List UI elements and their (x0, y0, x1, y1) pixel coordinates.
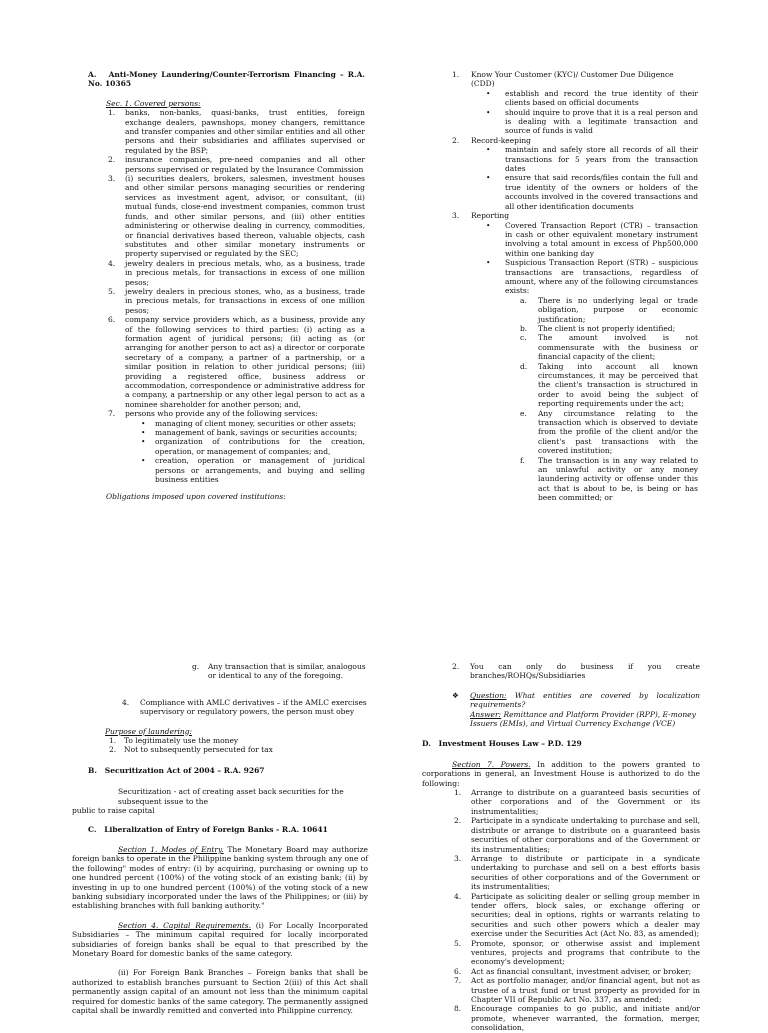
bullet-icon: • (486, 173, 491, 183)
bullet-icon: • (141, 456, 146, 466)
power-item (454, 1004, 700, 1032)
service-item-text: managing of client money, securities or other assets; (155, 418, 356, 428)
circumstance-item (520, 456, 698, 503)
power-item (454, 939, 700, 967)
answer-text (422, 710, 700, 729)
purpose-item-text: Not to subsequently persecuted for tax (124, 745, 273, 755)
obligation-bullet-text: Suspicious Transaction Report (STR) – suspicious transactions are transactions, regardless of amount, where any of the following circumstances exists: (505, 258, 698, 296)
bullet-icon: • (486, 88, 491, 98)
obligation-bullet (486, 173, 698, 211)
sec1-text: The Monetary Board may authorize foreign banks to operate in the Philippine banking system through any one of the following" modes of entry: (i) by acquiring, purchasing or owning up to one hundred percent (100%) of the voting stock of an existing bank; (ii) by investing in up to one hundred percent (100%) of the voting stock of a new banking subsidiary incorporated under the laws of the Philippines; or (iii) by establishing branches with full banking authority." (72, 844, 368, 911)
power-item-label: 2. (454, 816, 462, 826)
power-item-text: Encourage companies to go public, and initiate and/or promote, whenever warranted, the formation, merger, consolidation, (471, 1004, 700, 1033)
service-item (141, 456, 365, 484)
section-a (88, 70, 365, 502)
covered-person-item-text: jewelry dealers in precious metals, who, as a business, trade in precious metals, for transactions in excess of one million pesos; (125, 258, 365, 287)
kyc-obligations (452, 70, 698, 503)
sec7-text: In addition to the powers granted to corporations in general, an Investment House is authorized to do the following: (422, 759, 700, 788)
service-item-text: management of bank, savings or securities accounts; (155, 428, 358, 438)
covered-person-item-text: insurance companies, pre-need companies and all other persons supervised or regulated by the Insurance Commission (125, 155, 365, 174)
service-item (141, 437, 365, 456)
service-item-text: organization of contributions for the creation, operation, or management of companies; and, (155, 437, 365, 456)
service-item-text: creation, operation or management of juridical persons or arrangements, and buying and selling business entities (155, 456, 365, 485)
power-item-text: Promote, sponsor, or otherwise assist and implement ventures, projects and programs that contribute to the economy's development; (471, 938, 700, 967)
service-item (141, 419, 365, 428)
obligation-item (452, 136, 698, 211)
circumstance-item-label: b. (520, 323, 528, 333)
circumstance-item-text: The transaction is in any way related to an unlawful activity or any money laundering activity or offense under this act that is about to be, is being or has been committed; or (538, 455, 698, 503)
circumstance-g (192, 662, 368, 681)
power-item-label: 8. (454, 1004, 462, 1014)
bullet-icon: • (141, 418, 146, 428)
obligation-bullet (486, 258, 698, 296)
purpose-item-label: 1. (109, 736, 117, 746)
power-item (454, 976, 700, 1004)
covered-person-item-label: 4. (108, 258, 116, 268)
bullet-icon: • (141, 428, 146, 438)
services-list (141, 419, 365, 485)
bullet-icon: • (486, 220, 491, 230)
obligation-4 (122, 698, 368, 717)
section-b-text-1: Securitization - act of creating asset back securities for the subsequent issue to the (118, 787, 344, 806)
power-item-text: Act as financial consultant, investment adviser, or broker; (471, 966, 692, 976)
covered-person-item-text: jewelry dealers in precious stones, who, as a business, trade in precious metals, for transactions in excess of one million pesos; (125, 286, 365, 315)
circumstance-item-label: d. (520, 361, 528, 371)
obligation-item (452, 70, 698, 136)
circumstance-item (520, 296, 698, 324)
power-item (454, 788, 700, 816)
item-2-number: 2. (452, 662, 460, 671)
section-b-text-2 (72, 806, 368, 815)
obligation-item-number: 3. (452, 211, 460, 221)
obligation-bullet-text: Covered Transaction Report (CTR) – transaction in cash or other equivalent monetary instrument involving a total amount in excess of Php500,000 within one banking day (505, 220, 698, 258)
covered-person-item-label: 7. (108, 409, 116, 419)
purpose-list (109, 736, 368, 755)
obligation-bullet-text: should inquire to prove that it is a real person and is dealing with a legitimate transaction and source of funds is valid (505, 107, 698, 136)
purpose-item-label: 2. (109, 745, 117, 755)
power-item-label: 4. (454, 891, 462, 901)
question-body: What entities are covered by localization requirements? (470, 690, 701, 710)
sec1-modes-of-entry (72, 845, 368, 911)
obligation-item-number: 1. (452, 70, 460, 79)
lower-left-column (72, 662, 368, 1015)
lower-right-column (422, 662, 700, 1033)
circumstance-item-label: e. (520, 408, 527, 418)
purpose-item (109, 736, 368, 745)
covered-person-item (108, 155, 365, 174)
sec4-text: (i) For Locally Incorporated Subsidiaries – The minimum capital required for locally incorporated subsidiaries of foreign banks shall be equal to that prescribed by the Monetary Board for domestic banks of the same category. (72, 920, 368, 958)
obligation-bullets (486, 145, 698, 211)
obligation-bullet-text: maintain and safely store all records of all their transactions for 5 years from the transaction dates (505, 145, 698, 174)
bullet-icon: • (486, 258, 491, 268)
obligation-item-title: Reporting (471, 211, 510, 221)
power-item (454, 854, 700, 892)
powers-list (454, 788, 700, 1033)
circumstances-list (520, 296, 698, 503)
circumstance-item-label: c. (520, 333, 527, 343)
power-item-text: Act as portfolio manager, and/or financial agent, but not as trustee of a trust fund or trust property as provided for in Chapter VII of Republic Act No. 337, as amended; (471, 976, 700, 1004)
covered-person-item (108, 287, 365, 315)
obligation-item-title: Record-keeping (471, 135, 531, 145)
circumstance-item-label: f. (520, 455, 525, 465)
obligation-bullet-text: ensure that said records/files contain the full and true identity of the owners or holders of the accounts involved in the covered transactions and all other identification documents (505, 173, 698, 211)
covered-person-item-label: 2. (108, 155, 116, 165)
covered-person-item-text: persons who provide any of the following services: (125, 409, 318, 419)
service-item (141, 428, 365, 437)
answer-label: Answer: (470, 709, 502, 719)
obligation-bullet (486, 108, 698, 136)
covered-person-item (108, 409, 365, 418)
section-c-title: C. Liberalization of Entry of Foreign Banks - R.A. 10641 (88, 825, 328, 835)
covered-person-item (108, 174, 365, 259)
covered-persons-list (108, 108, 365, 418)
question-text (470, 691, 700, 710)
power-item (454, 892, 700, 939)
purpose-item (109, 745, 368, 754)
circumstance-item (520, 324, 698, 333)
item-2-text: You can only do business if you create branches/ROHQs/Subsidiaries (470, 662, 700, 681)
section-b-title: B. Securitization Act of 2004 – R.A. 9267 (88, 765, 265, 775)
circumstance-item-text: The client is not properly identified; (538, 323, 676, 333)
covered-person-item-label: 5. (108, 286, 116, 296)
answer-body: Remittance and Platform Provider (RPP), E-money Issuers (EMIs), and Virtual Currency Exchange (VCE) (470, 709, 696, 729)
covered-person-item-text: banks, non-banks, quasi-banks, trust entities, foreign exchange dealers, pawnshops, money changers, remittance and transfer companies and other similar entities and all other persons and their subsidiaries and affiliates supervised or regulated by the BSP; (125, 108, 365, 155)
obligation-4-text: Compliance with AMLC derivatives – if the AMLC exercises supervisory or regulatory powers, the person must obey (140, 697, 367, 717)
circumstance-item-label: a. (520, 295, 527, 305)
purpose-label: Purpose of laundering: (105, 726, 193, 736)
circumstance-item (520, 362, 698, 409)
sec4-capital-requirements (72, 921, 368, 959)
sec1-label: Section 1. Modes of Entry. (118, 844, 224, 854)
sec7-powers (422, 760, 700, 788)
sec7-label: Section 7. Powers. (452, 759, 531, 769)
power-item-text: Arrange to distribute or participate in a syndicate undertaking to purchase and sell on a best efforts basis securities of other corporations and of the Government or its instrumentalities; (471, 853, 700, 892)
obligations-list (452, 70, 698, 296)
obligation-item-number: 2. (452, 135, 460, 145)
obligation-item-title: Know Your Customer (KYC)/ Customer Due Diligence (CDD) (471, 70, 674, 89)
covered-person-item-text: company service providers which, as a business, provide any of the following services to third parties: (i) acting as a formation agent of juridical persons; (ii) acting as (or arranging for another person to act as) a director or corporate secretary of a company, a partner of a partnership, or a similar position in relation to other juridical persons; (iii) providing a registered office, business address or accommodation, correspondence or administrative address for a company, a partnership or any other legal person to act as a nominee shareholder for another person; and, (125, 315, 365, 409)
obligation-bullet (486, 221, 698, 259)
covered-person-item-label: 6. (108, 315, 116, 325)
bullet-icon: • (141, 437, 146, 447)
sec4-foreign-bank-branches: (ii) For Foreign Bank Branches – Foreign banks that shall be authorized to establish branches pursuant to Section 2(iii) of this Act shall permanently assign capital of an amount not less than the minimum capital required for domestic banks of the same category. The permanently assigned capital shall be inwardly remitted and converted into Philippine currency. (72, 968, 368, 1015)
covered-person-item-label: 1. (108, 108, 116, 118)
circumstance-g-label: g. (192, 662, 200, 671)
power-item-text: Arrange to distribute on a guaranteed basis securities of other corporations and of the Government or its instrumentalities; (471, 788, 700, 816)
power-item-text: Participate as soliciting dealer or selling group member in tender offers, block sales, or exchange offering or securities; deal in options, rights or warrants relating to securities and such other powers which a dealer may exercise under the Securities Act (Act No. 83, as amended); (471, 891, 700, 939)
purpose-item-text: To legitimately use the money (124, 736, 239, 746)
circumstance-g-text: Any transaction that is similar, analogous or identical to any of the foregoing. (208, 662, 366, 681)
section-b-text-2-span: public to raise capital (72, 806, 155, 816)
sec1-covered-persons-label: Sec. 1. Covered persons: (106, 98, 201, 108)
covered-person-item-text: (i) securities dealers, brokers, salesmen, investment houses and other similar persons managing securities or rendering services as investment agent, advisor, or consultant, (ii) mutual funds, close-end investment companies, common trust funds, and other similar persons, and (iii) other entities administering or otherwise dealing in currency, commodities, or financial derivatives based thereon, valuable objects, cash substitutes and other similar monetary instruments or property supervised or regulated by the SEC; (125, 174, 365, 259)
covered-person-item (108, 259, 365, 287)
power-item-label: 3. (454, 853, 462, 863)
obligation-bullets (486, 221, 698, 296)
question-label: Question: (470, 690, 507, 700)
circumstance-item (520, 409, 698, 456)
obligation-bullet (486, 145, 698, 173)
circumstance-item-text: There is no underlying legal or trade obligation, purpose or economic justification; (538, 295, 698, 324)
obligation-bullet-text: establish and record the true identity of their clients based on official documents (505, 88, 698, 108)
obligations-label: Obligations imposed upon covered institutions: (106, 492, 286, 502)
covered-person-item (108, 315, 365, 409)
section-a-title: A. Anti-Money Laundering/Counter-Terrorism Financing – R.A. No. 10365 (88, 70, 365, 89)
circumstance-item-text: Taking into account all known circumstances, it may be perceived that the client's transaction is structured in order to avoid being the subject of reporting requirements under the act; (538, 361, 698, 409)
localization-item-2 (452, 662, 700, 681)
obligation-bullet (486, 89, 698, 108)
question-block (452, 691, 700, 710)
covered-person-item (108, 108, 365, 155)
circumstance-item-text: Any circumstance relating to the transaction which is observed to deviate from the profile of the client and/or the client's past transactions with the covered institution; (538, 408, 698, 456)
bullet-icon: • (486, 107, 491, 117)
section-d-title: D. Investment Houses Law – P.D. 129 (422, 739, 582, 749)
power-item (454, 816, 700, 854)
power-item-label: 1. (454, 788, 462, 798)
power-item-label: 6. (454, 966, 462, 976)
obligation-4-number: 4. (122, 697, 130, 707)
power-item (454, 967, 700, 976)
obligation-item (452, 211, 698, 296)
obligation-bullets (486, 89, 698, 136)
circumstance-item-text: The amount involved is not commensurate with the business or financial capacity of the client; (538, 333, 698, 362)
circumstance-item (520, 333, 698, 361)
power-item-text: Participate in a syndicate undertaking to purchase and sell, distribute or arrange to distribute on a guaranteed basis securities of other corporations and of the Government or its instrumentalities; (471, 816, 700, 854)
bullet-icon: • (486, 145, 491, 155)
covered-person-item-label: 3. (108, 174, 116, 184)
power-item-label: 5. (454, 938, 462, 948)
question-diamond-icon: ❖ (452, 690, 459, 700)
power-item-label: 7. (454, 976, 462, 986)
sec4-label: Section 4. Capital Requirements. (118, 920, 251, 930)
